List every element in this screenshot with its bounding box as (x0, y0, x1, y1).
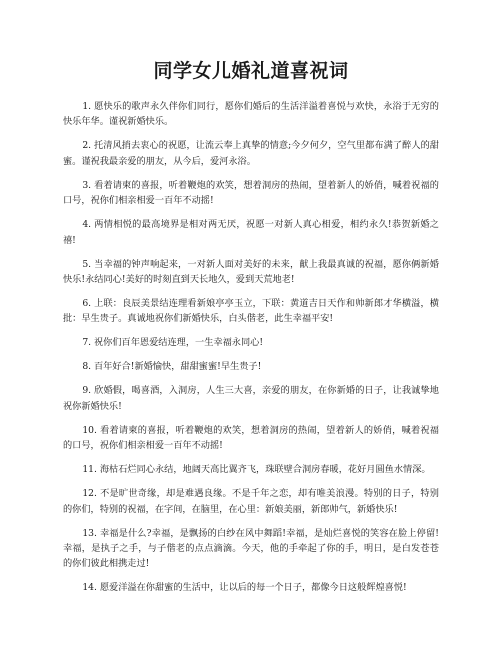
blessing-item: 5. 当幸福的钟声响起来，一对新人面对美好的未来，献上我最真诚的祝福，愿你俩新婚快乐!永结同心!美好的时刻直到天长地久，爱到天荒地老! (63, 258, 439, 286)
blessing-item: 11. 海枯石烂同心永结，地阔天高比翼齐飞，珠联壁合洞房春暖，花好月圆鱼水情深。 (82, 464, 431, 476)
blessing-item: 12. 不是旷世奇缘，却是难遇良缘。不是千年之恋，却有唯美浪漫。特别的日子，特别的你们，特别的祝福，在字间，在脑里，在心里：新娘美丽，新郎帅气，新婚快乐! (63, 488, 439, 515)
blessing-item: 3. 看着请柬的喜报，听着鞭炮的欢笑，想着洞房的热闹，望着新人的娇俏，喊着祝福的口号，祝你们相亲相爱一百年不动摇! (63, 179, 439, 207)
blessing-item: 8. 百年好合!新婚愉快，甜甜蜜蜜!早生贵子! (82, 361, 262, 373)
blessing-item: 1. 愿快乐的歌声永久伴你们同行，愿你们婚后的生活洋溢着喜悦与欢快，永浴于无穷的快乐年华。谨祝新婚快乐。 (63, 101, 439, 128)
page-title: 同学女儿婚礼道喜祝词 (153, 60, 349, 82)
blessing-item: 7. 祝你们百年恩爱结连理，一生幸福永同心! (82, 337, 264, 349)
blessing-item: 14. 愿爱洋溢在你甜蜜的生活中，让以后的每一个日子，都像今日这般辉煌喜悦! (82, 582, 407, 594)
blessing-item: 10. 看着请柬的喜报，听着鞭炮的欢笑，想着洞房的热闹，望着新人的娇俏，喊着祝福的口号，祝你们相亲相爱一百年不动摇! (63, 424, 439, 452)
blessing-item: 6. 上联：良辰美景结连理看新娘亭亭玉立，下联：黄道吉日天作和帅新郎才华横溢，横批：早生贵子。真诚地祝你们新婚快乐，白头偕老，此生幸福平安! (63, 298, 439, 325)
blessing-item: 13. 幸福是什么?幸福，是飘扬的白纱在风中舞蹈!幸福，是灿烂喜悦的笑容在脸上停留!幸福，是执子之手，与子偕老的点点滴滴。今天，他的手牵起了你的手，明日，是白发苍苍的你们彼此相携走过! (63, 527, 439, 570)
blessing-item: 2. 托清风捎去衷心的祝愿，让流云奉上真挚的情意;今夕何夕，空气里都布满了醉人的甜蜜。谨祝我最亲爱的朋友，从今后，爱河永浴。 (63, 140, 439, 167)
blessing-item: 9. 欣婚假，喝喜酒，入洞房，人生三大喜，亲爱的朋友，在你新婚的日子，让我诚挚地祝你新婚快乐! (63, 385, 439, 412)
blessing-item: 4. 两情相悦的最高境界是相对两无厌，祝愿一对新人真心相爱，相约永久!恭贺新婚之禧! (63, 219, 439, 246)
